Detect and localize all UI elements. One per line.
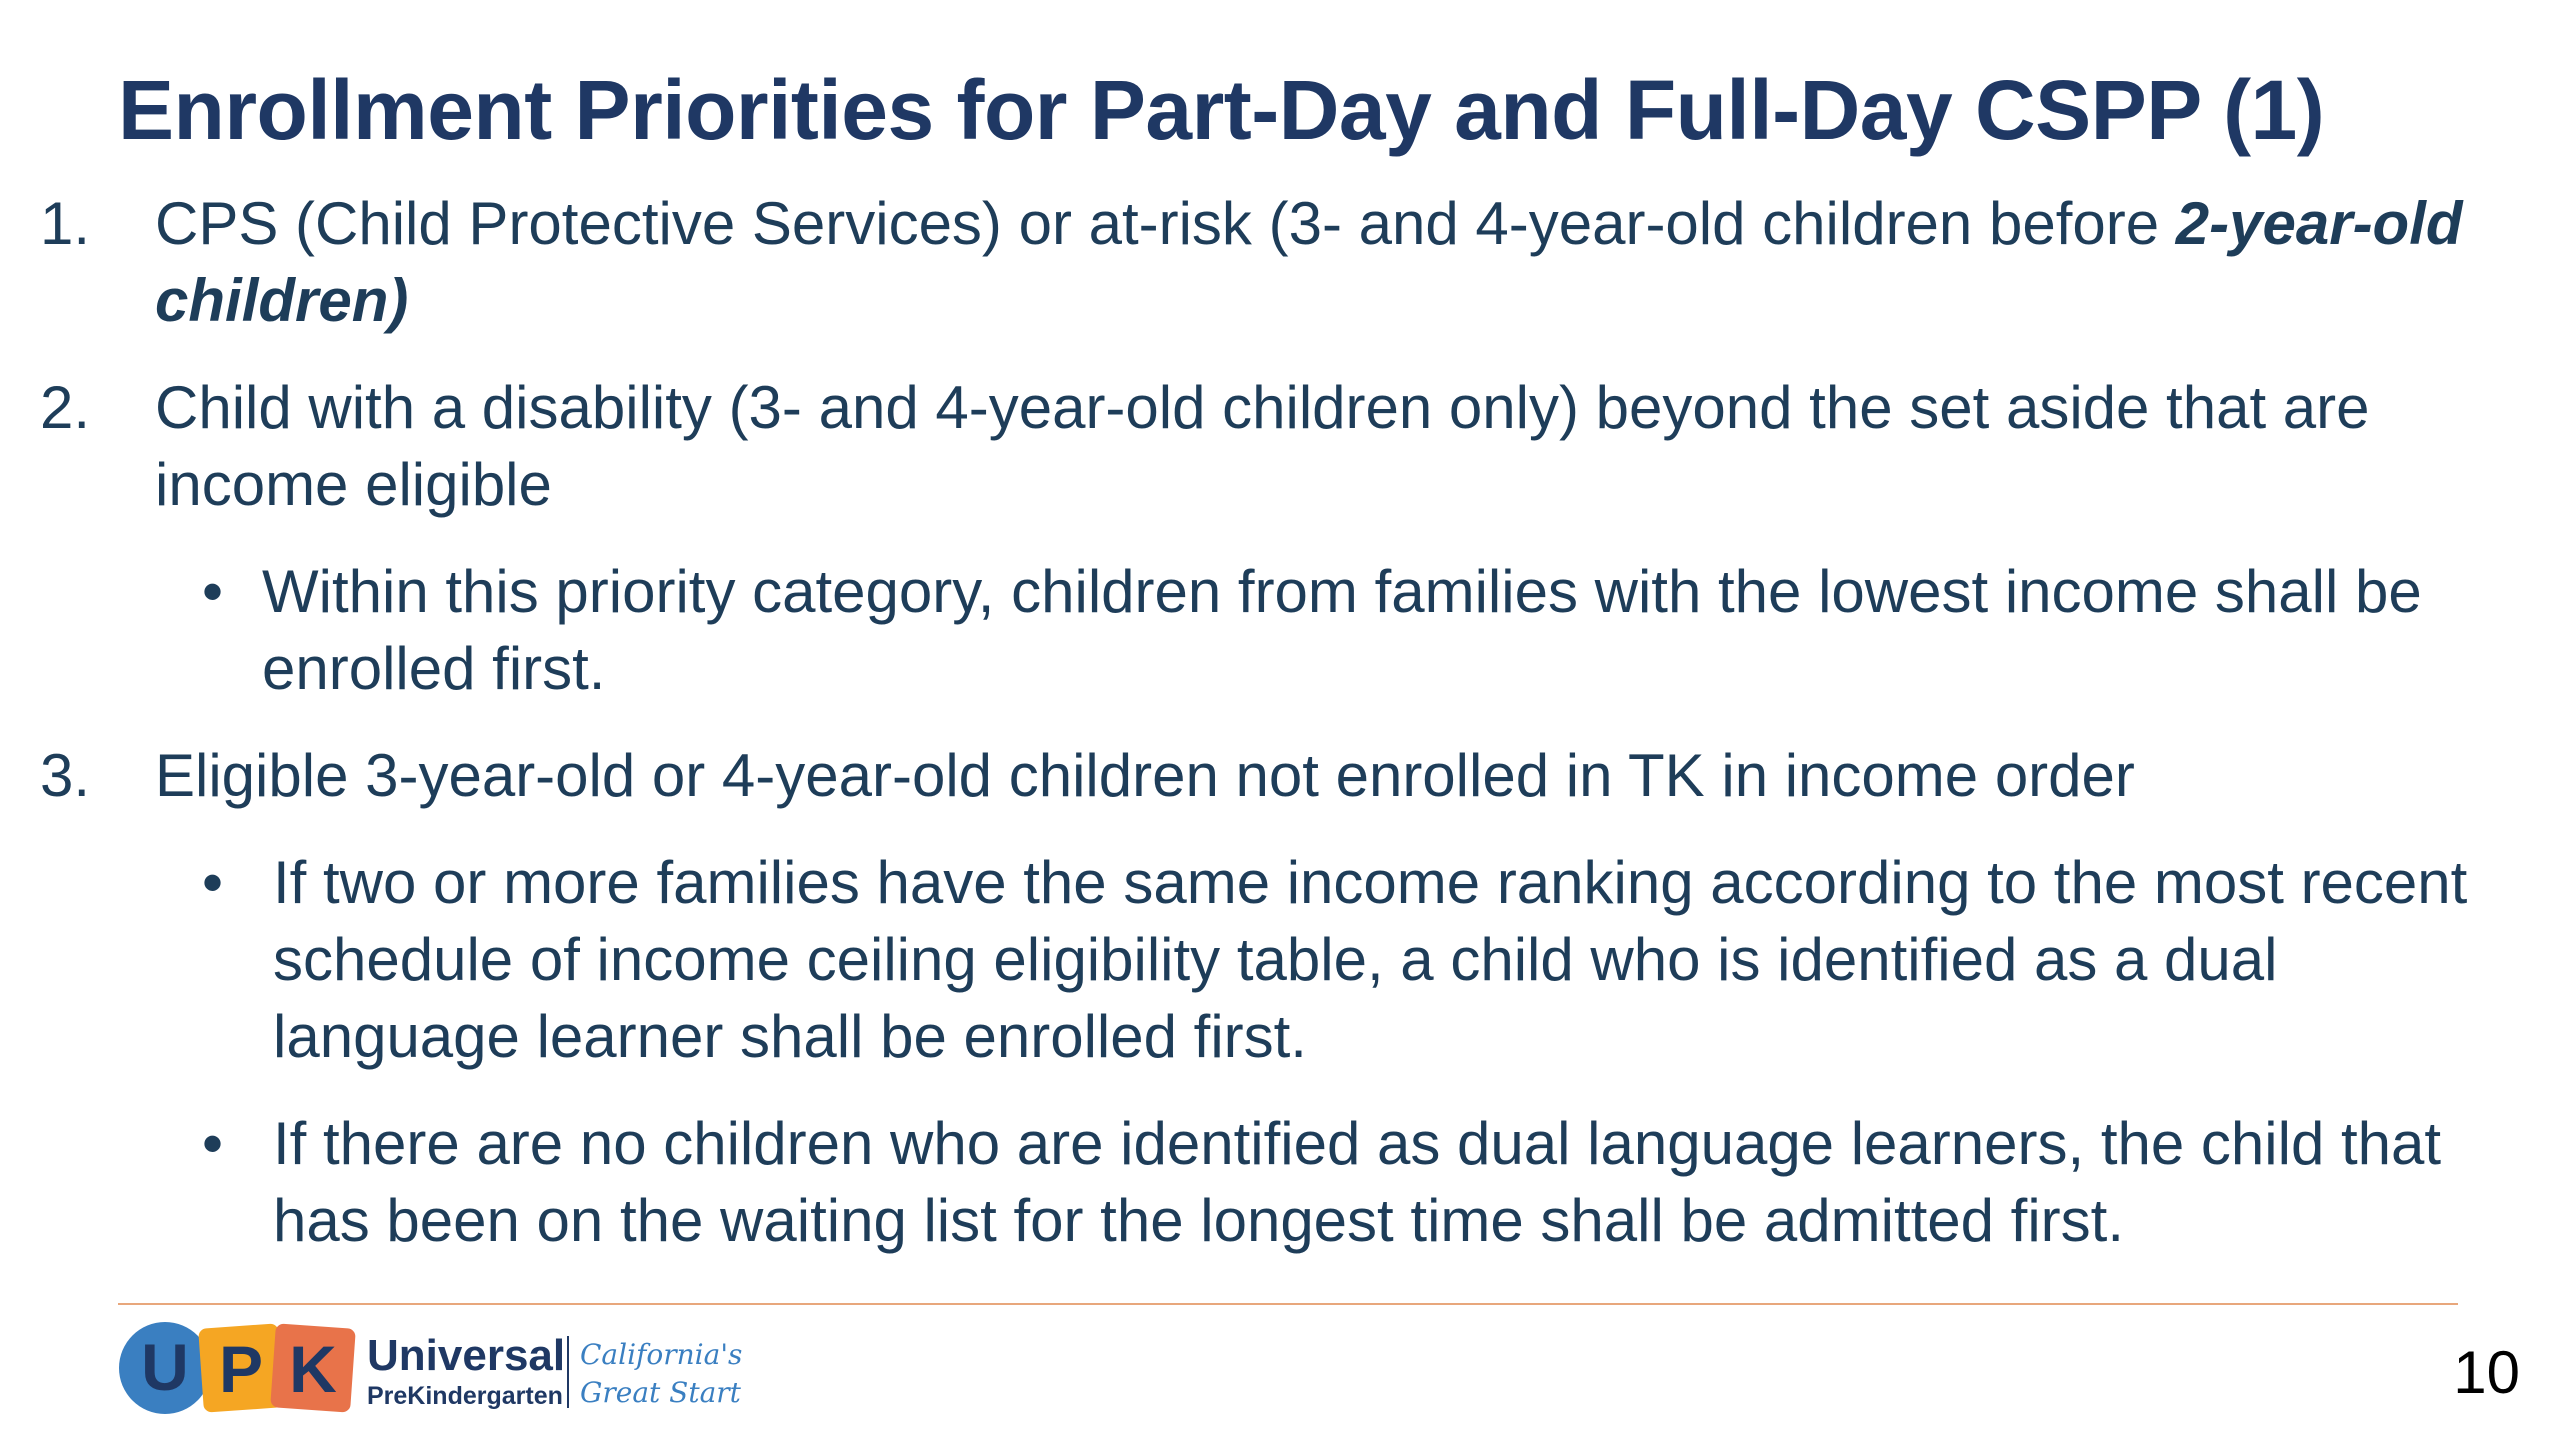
priority-number: 1. xyxy=(40,190,91,257)
bullet-dot: • xyxy=(202,1110,224,1177)
priority-number: 3. xyxy=(40,742,91,809)
sub-bullet-text: If two or more families have the same income ranking according to the most recent schedule of income ceiling eligibility table, a child who is identified as a dual language learner shall be enrolled first. xyxy=(273,849,2468,1070)
sub-bullet xyxy=(40,553,2520,707)
priority-list xyxy=(40,185,2520,1259)
logo-letter-u: U xyxy=(141,1330,189,1404)
priority-item-3 xyxy=(40,737,2520,814)
priority-item-1 xyxy=(40,185,2520,339)
priority-text: CPS (Child Protective Services) or at-risk (3- and 4-year-old children before xyxy=(155,190,2176,257)
priority-number: 2. xyxy=(40,374,91,441)
upk-logo xyxy=(115,1318,743,1418)
logo-tagline-line2: Great Start xyxy=(580,1376,741,1409)
priority-emphasis-text: 2-year-old children) xyxy=(155,190,2463,334)
sub-bullet xyxy=(40,844,2520,1075)
logo-word: Universal xyxy=(367,1331,566,1380)
logo-letter-k: K xyxy=(289,1332,337,1406)
sub-bullet xyxy=(40,1105,2520,1259)
logo-tagline-line1: California's xyxy=(580,1338,743,1371)
logo-letter-p: P xyxy=(218,1332,264,1406)
footer-divider xyxy=(118,1303,2458,1305)
page-number: 10 xyxy=(2453,1339,2520,1406)
sub-bullet-text: If there are no children who are identified as dual language learners, the child that has been on the waiting list for the longest time shall be admitted first. xyxy=(273,1110,2442,1254)
bullet-dot: • xyxy=(202,558,224,625)
sub-bullet-text: Within this priority category, children from families with the lowest income shall be enrolled first. xyxy=(262,558,2422,702)
slide-title: Enrollment Priorities for Part-Day and Full-Day CSPP (1) xyxy=(118,63,2325,157)
priority-item-2 xyxy=(40,369,2520,523)
logo-subword: PreKindergarten xyxy=(367,1382,563,1410)
priority-text: Eligible 3-year-old or 4-year-old children not enrolled in TK in income order xyxy=(155,742,2135,809)
priority-text: Child with a disability (3- and 4-year-old children only) beyond the set aside that are income eligible xyxy=(155,374,2370,518)
bullet-dot: • xyxy=(202,849,224,916)
